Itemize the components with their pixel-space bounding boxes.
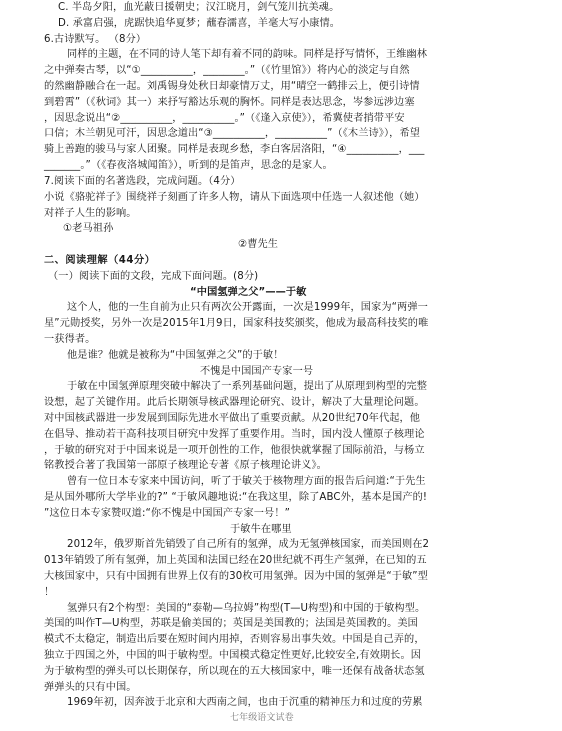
- paragraph-line: 这个人，他的一生自前为止只有两次公开露面，一次是1999年，国家为“两弹一: [67, 302, 428, 314]
- paragraph-line: 弹弹头的只有中国。: [44, 681, 137, 693]
- question-7-line: 对祥子人生的影响。: [44, 207, 137, 219]
- article-title: “中国氢弹之父”——于敏: [190, 286, 307, 298]
- paragraph-line: 曾有一位日本专家来中国访问，听了于敏关于核物理方面的报告后问道:“于先生: [67, 476, 426, 488]
- paragraph-line: 美国的叫作T—U构型，苏联是偷美国的；英国是美国教的；法国是英国教的。美国: [44, 618, 418, 630]
- paragraph-line: 大核国家中，只有中国拥有世界上仅有的30枚可用氢弹。因为中国的氢弹是“于敏”型: [44, 571, 428, 582]
- choice-1: ①老马祖孙: [63, 223, 114, 235]
- section-heading: 二、阅读理解（44分）: [44, 254, 156, 266]
- paragraph-line: 013年销毁了所有氢弹，加上英国和法国已经在20世纪就不再生产氢弹，在已知的五: [44, 555, 427, 567]
- paragraph-line: ！: [44, 586, 55, 598]
- subtitle: 于敏牛在哪里: [230, 523, 292, 535]
- page-footer: 七年级语文试卷: [230, 713, 294, 724]
- paragraph-line: 1969年初，因奔波于北京和大西南之间，也由于沉重的精神压力和过度的劳累: [67, 697, 423, 709]
- choice-2: ②曹先生: [238, 239, 279, 251]
- paragraph-line: 在倡导、推动若干高科技项目研究中发挥了重要作用。当时，国内没人懂原子核理论: [44, 428, 425, 440]
- option-d: D. 承富启强，虎踞快追华夏梦；蘸春濡喜，羊毫大写小康情。: [58, 17, 341, 29]
- paragraph-line: 氢弹只有2个构型：美国的“泰勒—乌拉姆”构型(T—U构型)和中国的于敏构型。: [67, 602, 426, 614]
- paragraph-line: 是从国外哪所大学毕业的?” “于敏风趣地说:“在我这里，除了ABC外，基本是国产的!: [44, 491, 428, 503]
- poem-line: ，因思念说出“②__________，__________。”（《逢入京使》），希冀使者捎带平安: [44, 112, 405, 124]
- paragraph-line: 于敏在中国氢弹原理突破中解决了一系列基础问题，提出了从原理到构型的完整: [67, 381, 428, 393]
- paragraph-line: 对中国核武器进一步发展到国际先进水平做出了重要贡献。从20世纪70年代起，他: [44, 412, 421, 424]
- paragraph-line: 设想，起了关键作用。此后长期领导核武器理论研究、设计，解决了大量理论问题。: [44, 397, 425, 409]
- question-7-title: 7.阅读下面的名著选段，完成问题。（4分）: [44, 175, 241, 187]
- question-7-line: 小说《骆驼祥子》围绕祥子刻画了许多人物，请从下面选项中任选一人叙述他（她）: [44, 191, 425, 203]
- paragraph-line: ”这位日本专家赞叹道:“你不愧是中国国产专家一号！”: [44, 507, 290, 519]
- poem-line: 之中弹奏古琴，以“①__________，________。”（《竹里馆》）将内心的淡定与自然: [44, 65, 410, 77]
- paragraph-line: 独立于四国之外，中国的叫于敏构型。中国模式稳定性更好,比较安全,有效期长。因: [44, 650, 422, 661]
- question-6-title: 6.古诗默写。 （8分）: [44, 33, 147, 45]
- paragraph-line: 星”元勋授奖，另外一次是2015年1月9日，国家科技奖颁奖，他成为最高科技奖的唯: [44, 318, 429, 330]
- subtitle: 不愧是中国国产专家一号: [200, 365, 314, 377]
- option-c: C. 半岛夕阳，血光蔽日援朝史；汉江晓月，剑气笼川抗美魂。: [58, 2, 340, 13]
- poem-line: 同样的主题，在不同的诗人笔下却有着不同的韵味。同样是抒写情怀，王维幽林: [67, 49, 428, 61]
- poem-line: _______。”（《春夜洛城闻笛》），听到的是笛声，思念的是家人。: [44, 160, 333, 171]
- paragraph-line: 模式不太稳定，制造出后要在短时间内用掉，否则容易出事失效。中国是自己弄的，: [44, 634, 425, 646]
- paragraph-line: 他是谁？他就是被称为“中国氢弹之父”的于敏！: [67, 349, 284, 361]
- poem-line: 骑上善跑的骏马与家人团聚。同样是表现乡愁，李白客居洛阳，“④__________，___: [44, 144, 425, 156]
- paragraph-line: 为于敏构型的弹头可以长期保存，所以现在的五大核国家中，唯一还保有战备状态氢: [44, 665, 425, 677]
- paragraph-line: 2012年，俄罗斯首先销毁了自己所有的氢弹，成为无氢弹核国家，而美国则在2: [67, 539, 430, 551]
- paragraph-line: ，于敏的研究对于中国来说是一项开创性的工作，他很快就掌握了国际前沿，与杨立: [44, 444, 425, 456]
- paragraph-line: 铭教授合著了我国第一部原子核理论专著《原子核理论讲义》。: [44, 460, 327, 472]
- poem-line: 口信；木兰朝见可汗，因思念道出“③__________，__________”（《木兰诗》），希望: [44, 128, 421, 140]
- poem-line: 到碧霄”（《秋词》其一）来抒写豁达乐观的胸怀。同样是表达思念，岑参远涉边塞: [44, 96, 415, 108]
- poem-line: 的然幽静融合在一起。刘禹锡身处秋日却豪情万丈，用“晴空一鹤排云上，便引诗情: [44, 81, 420, 92]
- section-subheading: （一）阅读下面的文段，完成下面问题。(8分): [48, 270, 259, 282]
- paragraph-line: 一获得者。: [44, 333, 96, 345]
